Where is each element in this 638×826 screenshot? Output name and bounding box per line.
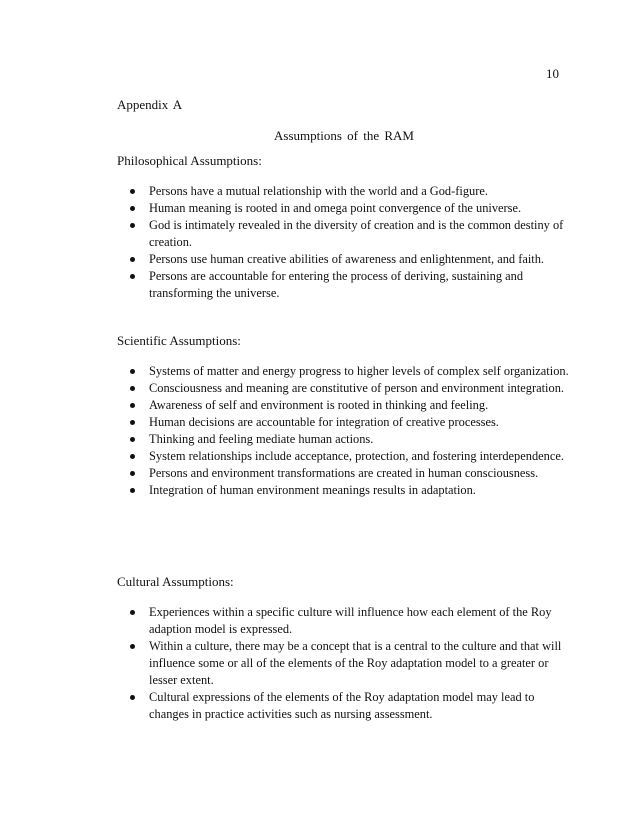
list-item-text: Within a culture, there may be a concept that is a central to the culture and that will influence some or all of the elements of the Roy adaptation model to a greater or lesser extent. bbox=[149, 639, 562, 687]
bullet-icon bbox=[130, 471, 135, 476]
list-item bbox=[117, 638, 572, 689]
list-item bbox=[117, 414, 572, 431]
bullet-icon bbox=[130, 257, 135, 262]
list-item-text: Thinking and feeling mediate human actions. bbox=[149, 432, 374, 446]
bullet-icon bbox=[130, 644, 135, 649]
section-heading: Cultural Assumptions: bbox=[117, 574, 234, 589]
list-item-text: God is intimately revealed in the diversity of creation and is the common destiny of creation. bbox=[149, 218, 564, 249]
list-item bbox=[117, 251, 572, 268]
section-cultural bbox=[117, 573, 572, 723]
bullet-list bbox=[117, 183, 572, 302]
bullet-icon bbox=[130, 454, 135, 459]
list-item-text: Human decisions are accountable for integration of creative processes. bbox=[149, 415, 499, 429]
section-philosophical bbox=[117, 152, 572, 302]
list-item bbox=[117, 689, 572, 723]
list-item bbox=[117, 200, 572, 217]
list-item bbox=[117, 268, 572, 302]
list-item-text: Integration of human environment meanings results in adaptation. bbox=[149, 483, 476, 497]
list-item-text: Persons are accountable for entering the process of deriving, sustaining and transforming the universe. bbox=[149, 269, 524, 300]
bullet-icon bbox=[130, 437, 135, 442]
list-item-text: Persons and environment transformations are created in human consciousness. bbox=[149, 466, 539, 480]
list-item-text: Experiences within a specific culture will influence how each element of the Roy adaption model is expressed. bbox=[149, 605, 552, 636]
list-item-text: Systems of matter and energy progress to higher levels of complex self organization. bbox=[149, 364, 569, 378]
list-item bbox=[117, 482, 572, 499]
bullet-icon bbox=[130, 274, 135, 279]
document-title: Assumptions of the RAM bbox=[274, 128, 414, 143]
bullet-icon bbox=[130, 223, 135, 228]
page-number: 10 bbox=[546, 66, 559, 81]
list-item-text: Human meaning is rooted in and omega point convergence of the universe. bbox=[149, 201, 522, 215]
list-item bbox=[117, 217, 572, 251]
bullet-icon bbox=[130, 403, 135, 408]
bullet-list bbox=[117, 604, 572, 723]
bullet-icon bbox=[130, 420, 135, 425]
bullet-icon bbox=[130, 189, 135, 194]
bullet-icon bbox=[130, 386, 135, 391]
bullet-icon bbox=[130, 369, 135, 374]
list-item bbox=[117, 448, 572, 465]
list-item bbox=[117, 183, 572, 200]
list-item bbox=[117, 604, 572, 638]
list-item bbox=[117, 380, 572, 397]
section-heading: Philosophical Assumptions: bbox=[117, 153, 262, 168]
section-heading: Scientific Assumptions: bbox=[117, 333, 241, 348]
list-item bbox=[117, 465, 572, 482]
list-item bbox=[117, 431, 572, 448]
section-scientific bbox=[117, 332, 572, 499]
list-item-text: Consciousness and meaning are constitutive of person and environment integration. bbox=[149, 381, 564, 395]
bullet-icon bbox=[130, 610, 135, 615]
bullet-icon bbox=[130, 206, 135, 211]
list-item bbox=[117, 363, 572, 380]
bullet-icon bbox=[130, 695, 135, 700]
list-item-text: Awareness of self and environment is rooted in thinking and feeling. bbox=[149, 398, 489, 412]
appendix-label: Appendix A bbox=[117, 97, 183, 112]
list-item bbox=[117, 397, 572, 414]
list-item-text: Cultural expressions of the elements of the Roy adaptation model may lead to changes in practice activities such as nursing assessment. bbox=[149, 690, 535, 721]
list-item-text: Persons have a mutual relationship with the world and a God-figure. bbox=[149, 184, 488, 198]
bullet-icon bbox=[130, 488, 135, 493]
list-item-text: System relationships include acceptance, protection, and fostering interdependence. bbox=[149, 449, 564, 463]
list-item-text: Persons use human creative abilities of awareness and enlightenment, and faith. bbox=[149, 252, 544, 266]
bullet-list bbox=[117, 363, 572, 499]
